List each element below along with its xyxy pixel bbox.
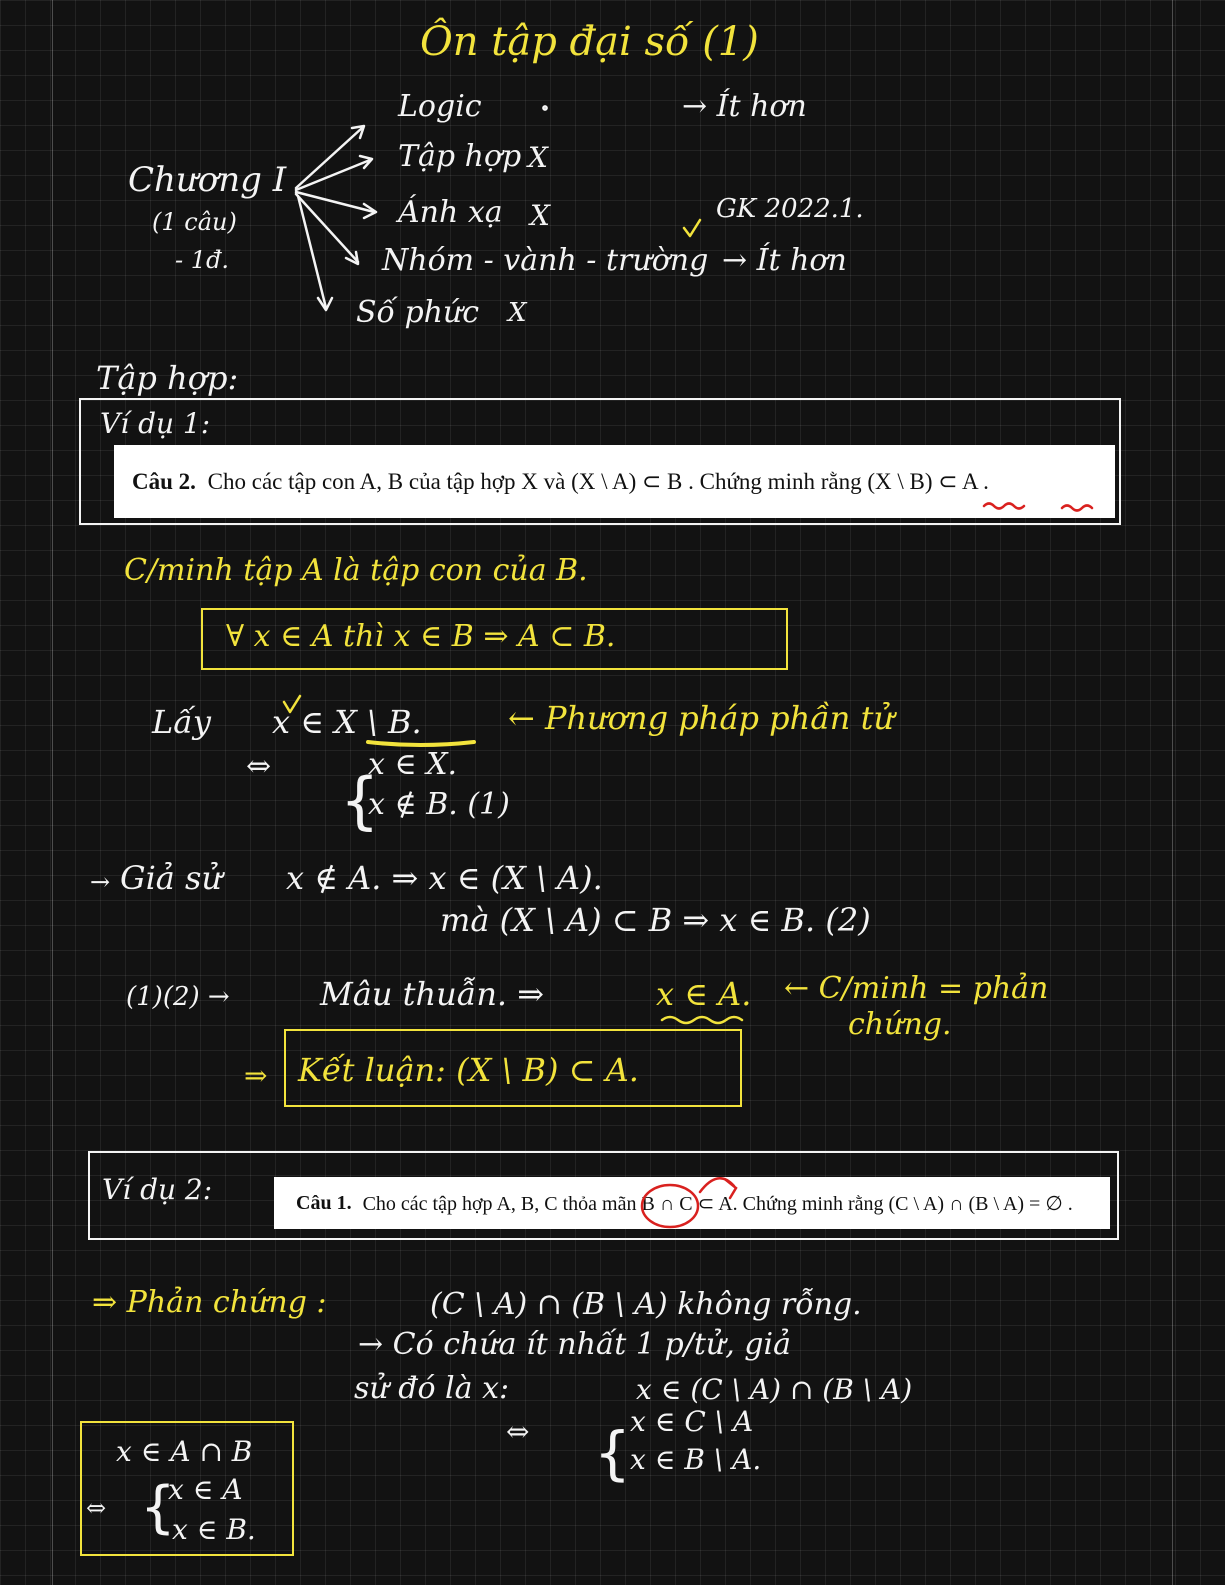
section-title: Tập hợp: [96,359,239,397]
contradiction: Mâu thuẫn. ⇒ [320,975,545,1013]
topic-algebra-note: → Ít hơn [722,243,847,278]
example2-problem-number: Câu 1. [296,1191,352,1214]
example2-label: Ví dụ 2: [102,1173,213,1206]
proof2-line3-expr: x ∈ (C \ A) ∩ (B \ A) [636,1373,913,1406]
suppose-arrow: → [90,868,111,896]
note-equivalence: ⇔ [86,1494,107,1522]
contradiction-note: ← C/minh = phản [784,971,1049,1006]
topic-maps-note: X [530,199,550,232]
conclusion-arrow: ⇒ [244,1059,268,1092]
method-intro: C/minh tập A là tập con của B. [124,553,588,588]
suppose-label: Giả sử [120,859,223,897]
topic-complex: Số phức [356,295,480,330]
conclusion: Kết luận: (X \ B) ⊂ A. [298,1051,639,1089]
example2-problem-text: Cho các tập hợp A, B, C thỏa mãn B ∩ C ⊂ A. Chứng minh rằng (C \ A) ∩ (B \ A) = ∅ . [357,1192,1073,1215]
topic-sets: Tập hợp [398,139,522,174]
proof2-line3: sử đó là x: [354,1371,510,1406]
from-1-2: (1)(2) → [126,982,230,1012]
exam-reference: GK 2022.1. [716,194,864,224]
proof-condition-2: x ∉ B. (1) [368,787,510,822]
topic-complex-note: X [508,298,527,328]
brace-3: { [140,1475,176,1540]
chapter-points: - 1đ. [175,246,229,274]
example1-problem-number: Câu 2. [132,468,196,494]
proof-equivalence: ⇔ [246,749,272,784]
topic-sets-note: X [528,141,548,174]
proof2-prefix: ⇒ Phản chứng : [92,1285,327,1320]
proof2-condition-1: x ∈ C \ A [630,1405,754,1438]
chapter-name: Chương I [128,160,287,200]
proof2-assumption: (C \ A) ∩ (B \ A) không rỗng. [430,1287,862,1322]
chapter-count: (1 câu) [152,208,237,236]
example2-problem [274,1177,1110,1229]
topic-maps: Ánh xạ [398,195,503,230]
proof-take-expr: x ∈ X \ B. [272,703,422,741]
topic-logic-note: → Ít hơn [682,89,807,124]
example1-problem [114,445,1115,518]
proof-result: x ∈ A. [656,975,752,1013]
proof-take: Lấy [152,703,211,741]
subset-implication: mà (X \ A) ⊂ B ⇒ x ∈ B. (2) [440,901,871,939]
topic-algebra: Nhóm - vành - trường [382,243,709,278]
brace-2: { [594,1419,631,1487]
suppose-expression: x ∉ A. ⇒ x ∈ (X \ A). [286,859,603,897]
subset-definition: ∀ x ∈ A thì x ∈ B ⇒ A ⊂ B. [226,619,616,654]
note-intersection: x ∈ A ∩ B [116,1435,253,1468]
proof-condition-1: x ∈ X. [368,747,458,782]
example1-problem-text: Cho các tập con A, B của tập hợp X và (X \ A) ⊂ B . Chứng minh rằng (X \ B) ⊂ A . [201,468,989,494]
method-note: ← Phương pháp phần tử [508,699,895,737]
note-condition-1: x ∈ A [168,1473,243,1506]
topic-logic: Logic [398,89,482,124]
proof2-equivalence: ⇔ [506,1415,530,1448]
example1-label: Ví dụ 1: [100,407,211,440]
page-edge-left [52,0,53,1585]
page-title: Ôn tập đại số (1) [420,19,759,65]
proof2-line2: → Có chứa ít nhất 1 p/tử, giả [358,1327,791,1362]
note-condition-2: x ∈ B. [172,1513,256,1546]
proof2-condition-2: x ∈ B \ A. [630,1443,762,1476]
contradiction-note-2: chứng. [848,1007,952,1042]
brace-1: { [340,764,380,837]
page-edge-right [1172,0,1173,1585]
